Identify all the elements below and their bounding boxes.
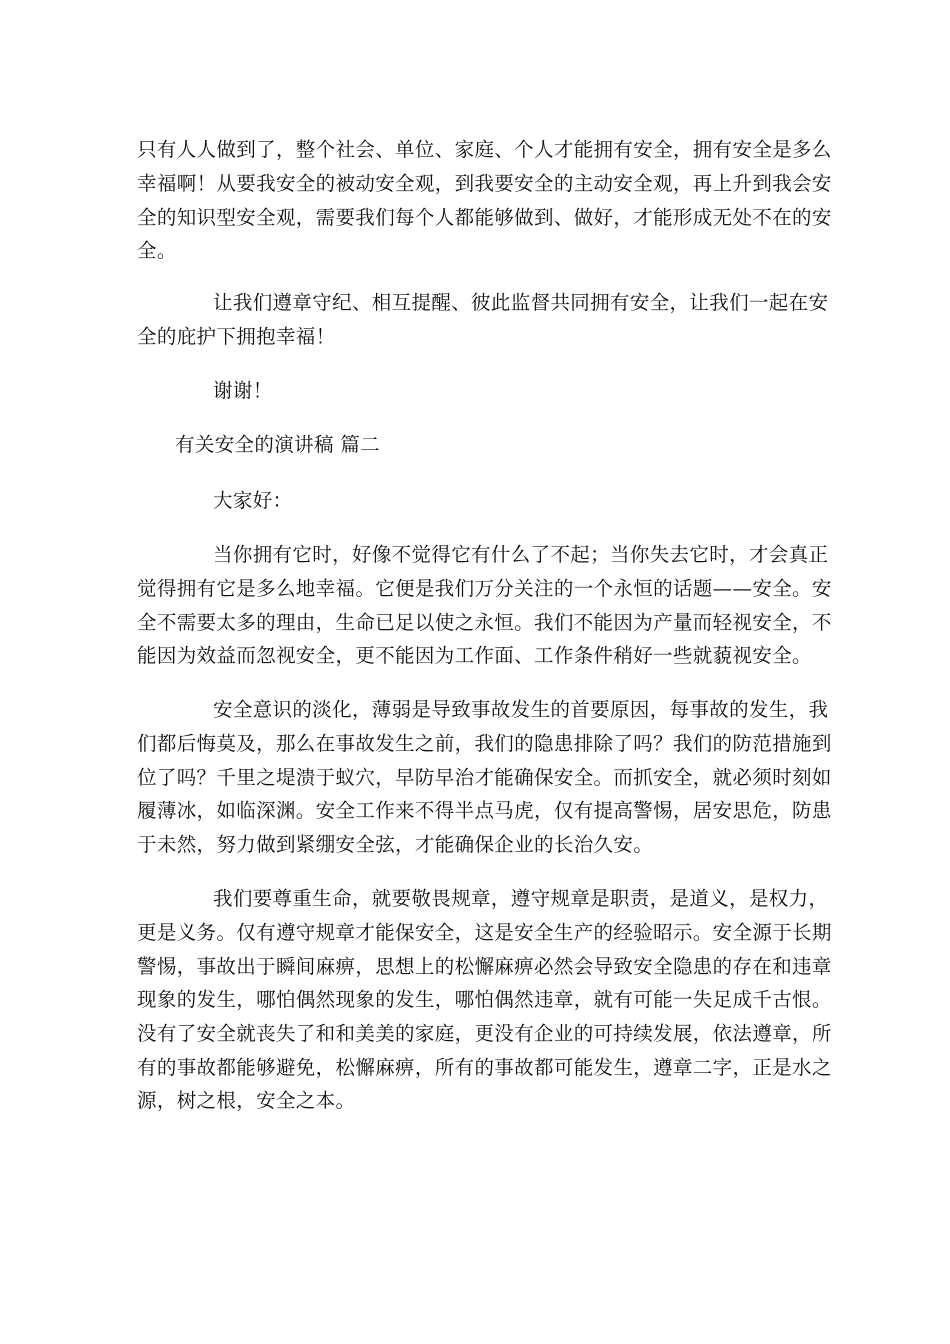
paragraph-4-line-5: 于未然，努力做到紧绷安全弦，才能确保企业的长治久安。 <box>137 833 654 856</box>
paragraph-5-line-6: 有的事故都能够避免，松懈麻痹，所有的事故都可能发生，遵章二字，正是水之 <box>137 1056 832 1079</box>
paragraph-3-line-3: 全不需要太多的理由，生命已足以使之永恒。我们不能因为产量而轻视安全，不 <box>137 611 832 634</box>
paragraph-5-line-5: 没有了安全就丧失了和和美美的家庭，更没有企业的可持续发展，依法遵章，所 <box>137 1022 832 1045</box>
paragraph-5-line-4: 现象的发生，哪怕偶然现象的发生，哪怕偶然违章，就有可能一失足成千古恨。 <box>137 988 832 1011</box>
paragraph-4-line-4: 履薄冰，如临深渊。安全工作来不得半点马虎，仅有提高警惕，居安思危，防患 <box>137 799 832 822</box>
greeting-text: 大家好： <box>213 489 293 512</box>
paragraph-1-line-1: 只有人人做到了，整个社会、单位、家庭、个人才能拥有安全，拥有安全是多么 <box>137 138 832 161</box>
section-title: 有关安全的演讲稿 篇二 <box>175 433 381 456</box>
paragraph-2-line-2: 全的庇护下拥抱幸福！ <box>137 325 336 348</box>
thanks-text: 谢谢！ <box>213 379 273 402</box>
paragraph-1-line-3: 全的知识型安全观，需要我们每个人都能够做到、做好，才能形成无处不在的安 <box>137 206 832 229</box>
paragraph-4-line-1: 安全意识的淡化，薄弱是导致事故发生的首要原因，每事故的发生，我 <box>213 698 829 721</box>
paragraph-1-line-4: 全。 <box>137 239 177 262</box>
paragraph-3-line-1: 当你拥有它时，好像不觉得它有什么了不起；当你失去它时，才会真正 <box>213 543 829 566</box>
paragraph-4-line-2: 们都后悔莫及，那么在事故发生之前，我们的隐患排除了吗？我们的防范措施到 <box>137 732 832 755</box>
paragraph-1-line-2: 幸福啊！从要我安全的被动安全观，到我要安全的主动安全观，再上升到我会安 <box>137 172 832 195</box>
paragraph-3-line-2: 觉得拥有它是多么地幸福。它便是我们万分关注的一个永恒的话题——安全。安 <box>137 577 832 600</box>
paragraph-5-line-3: 警惕，事故出于瞬间麻痹，思想上的松懈麻痹必然会导致安全隐患的存在和违章 <box>137 955 832 978</box>
paragraph-2-line-1: 让我们遵章守纪、相互提醒、彼此监督共同拥有安全，让我们一起在安 <box>213 291 829 314</box>
paragraph-5-line-2: 更是义务。仅有遵守规章才能保安全，这是安全生产的经验昭示。安全源于长期 <box>137 921 832 944</box>
paragraph-3-line-4: 能因为效益而忽视安全，更不能因为工作面、工作条件稍好一些就藐视安全。 <box>137 644 812 667</box>
paragraph-5-line-1: 我们要尊重生命，就要敬畏规章，遵守规章是职责，是道义，是权力， <box>213 887 829 910</box>
paragraph-4-line-3: 位了吗？千里之堤溃于蚁穴，早防早治才能确保安全。而抓安全，就必须时刻如 <box>137 766 832 789</box>
paragraph-5-line-7: 源，树之根，安全之本。 <box>137 1089 356 1112</box>
